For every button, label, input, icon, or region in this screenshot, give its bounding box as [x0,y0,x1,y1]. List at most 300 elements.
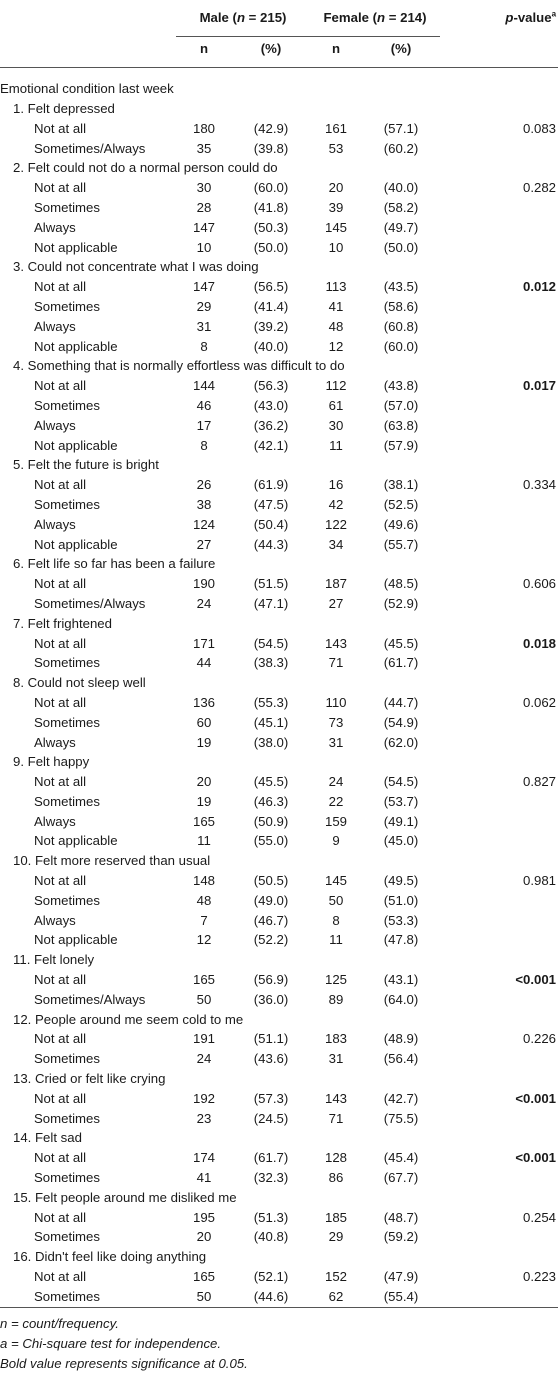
header-row-columns [0,37,558,68]
male-n: 20 [196,1229,212,1245]
male-n: 30 [196,180,212,196]
item-title: 9. Felt happy [13,754,90,770]
response-label: Not applicable [34,437,118,453]
female-n: 128 [324,1150,347,1166]
male-n: 60 [196,714,212,730]
female-pct: (55.4) [383,1288,419,1304]
male-n: 148 [192,873,215,889]
male-pct: (42.9) [253,120,289,136]
male-pct: (45.5) [253,774,289,790]
female-pct: (40.0) [383,180,419,196]
male-pct: (42.1) [253,437,289,453]
male-n: 28 [196,199,212,215]
male-n: 26 [196,477,212,493]
table-row [0,1089,558,1109]
p-value [440,535,558,555]
item-row [0,257,558,277]
p-value [440,1287,558,1307]
male-pct: (40.8) [253,1229,289,1245]
male-pct: (52.1) [253,1269,289,1285]
female-pct: (53.3) [383,912,419,928]
male-n: 192 [192,1090,215,1106]
header-male-pct: (%) [260,41,282,56]
table-row [0,693,558,713]
male-n: 180 [192,120,215,136]
female-n: 61 [328,397,344,413]
female-pct: (60.0) [383,338,419,354]
male-pct: (46.7) [253,912,289,928]
female-n: 71 [328,1110,344,1126]
table-row [0,1227,558,1247]
male-pct: (47.1) [253,595,289,611]
item-title: 7. Felt frightened [13,615,112,631]
male-n: 165 [192,1269,215,1285]
male-pct: (51.3) [253,1209,289,1225]
female-pct: (58.6) [383,298,419,314]
male-n: 38 [196,496,212,512]
header-blank [0,37,176,68]
female-pct: (57.0) [383,397,419,413]
item-row [0,1010,558,1030]
table-row [0,812,558,832]
p-value [440,495,558,515]
female-n: 42 [328,496,344,512]
header-male-group: Male (n = 215) [176,0,310,37]
male-n: 147 [192,279,215,295]
female-n: 185 [324,1209,347,1225]
table-row [0,396,558,416]
female-n: 31 [328,734,344,750]
female-pct: (58.2) [383,199,419,215]
male-pct: (38.3) [253,655,289,671]
female-pct: (51.0) [383,892,419,908]
response-label: Always [34,516,76,532]
item-row [0,851,558,871]
p-value [440,792,558,812]
footnotes [0,1307,558,1374]
female-pct: (54.9) [383,714,419,730]
male-n: 7 [200,912,208,928]
response-label: Not at all [34,180,87,196]
female-n: 122 [324,516,347,532]
male-n: 165 [192,813,215,829]
p-value [440,515,558,535]
male-pct: (50.9) [253,813,289,829]
female-n: 143 [324,1090,347,1106]
table-row [0,891,558,911]
table-row [0,1049,558,1069]
male-pct: (55.3) [253,694,289,710]
table-row [0,653,558,673]
female-n: 39 [328,199,344,215]
p-value [440,733,558,753]
table-row [0,198,558,218]
male-pct: (50.4) [253,516,289,532]
table-row [0,535,558,555]
table-row [0,1287,558,1307]
female-pct: (43.8) [383,378,419,394]
p-value: 0.018 [523,635,557,651]
female-pct: (54.5) [383,774,419,790]
p-value [440,317,558,337]
table-row [0,1267,558,1287]
p-value [440,653,558,673]
item-row [0,455,558,475]
male-n: 19 [196,793,212,809]
p-value [440,831,558,851]
male-pct: (36.2) [253,417,289,433]
response-label: Not at all [34,279,87,295]
p-value: 0.334 [523,477,557,493]
female-n: 112 [325,378,347,394]
response-label: Not at all [34,972,87,988]
female-pct: (45.5) [383,635,419,651]
female-pct: (48.5) [383,576,419,592]
male-n: 29 [196,298,212,314]
male-pct: (41.4) [253,298,289,314]
female-pct: (38.1) [383,477,419,493]
female-pct: (57.9) [383,437,419,453]
p-value [440,297,558,317]
response-label: Always [34,734,76,750]
male-n: 24 [196,595,212,611]
header-male-n: n [199,41,209,56]
item-title: 2. Felt could not do a normal person could do [13,160,278,176]
item-title: 16. Didn't feel like doing anything [13,1249,207,1265]
table-row [0,990,558,1010]
footnote-a: a = Chi-square test for independence. [0,1335,222,1351]
response-label: Not applicable [34,338,118,354]
male-pct: (50.0) [253,239,289,255]
p-value: 0.282 [523,180,557,196]
p-value: 0.017 [523,378,557,394]
table-row [0,337,558,357]
header-blank [0,0,176,37]
female-pct: (45.4) [383,1150,419,1166]
female-n: 152 [324,1269,347,1285]
table-row [0,1208,558,1228]
table-row [0,772,558,792]
female-n: 34 [328,536,344,552]
response-label: Always [34,219,76,235]
response-label: Not at all [34,1209,87,1225]
female-n: 145 [324,873,347,889]
female-n: 73 [328,714,344,730]
female-n: 143 [324,635,347,651]
female-pct: (49.1) [383,813,419,829]
male-pct: (40.0) [253,338,289,354]
male-n: 174 [192,1150,215,1166]
male-n: 136 [192,694,215,710]
table-row [0,713,558,733]
table-row [0,1168,558,1188]
male-n: 48 [196,892,212,908]
item-row [0,614,558,634]
female-n: 71 [328,655,344,671]
female-n: 50 [328,892,344,908]
table-row [0,218,558,238]
female-pct: (42.7) [383,1090,419,1106]
item-row [0,950,558,970]
female-n: 31 [328,1051,344,1067]
female-pct: (60.8) [383,318,419,334]
female-n: 113 [325,279,347,295]
female-pct: (44.7) [383,694,419,710]
p-value [440,198,558,218]
male-pct: (36.0) [253,991,289,1007]
female-pct: (48.9) [383,1031,419,1047]
male-n: 12 [196,932,212,948]
table-row [0,970,558,990]
footnote-n: n = count/frequency. [0,1315,119,1331]
response-label: Sometimes/Always [34,140,146,156]
table-row [0,119,558,139]
item-title: 15. Felt people around me disliked me [13,1189,237,1205]
item-title: 4. Something that is normally effortless was difficult to do [13,358,345,374]
male-pct: (51.5) [253,576,289,592]
item-title: 10. Felt more reserved than usual [13,853,211,869]
male-n: 124 [192,516,215,532]
section-title: Emotional condition last week [0,81,174,96]
female-n: 62 [328,1288,344,1304]
male-pct: (50.3) [253,219,289,235]
female-pct: (47.9) [383,1269,419,1285]
response-label: Sometimes [34,1170,100,1186]
female-n: 20 [328,180,344,196]
male-n: 147 [192,219,215,235]
male-n: 8 [200,338,208,354]
female-n: 48 [328,318,344,334]
female-pct: (55.7) [383,536,419,552]
header-female-group: Female (n = 214) [310,0,440,37]
p-value [440,812,558,832]
table-row [0,178,558,198]
table-row [0,297,558,317]
male-n: 19 [196,734,212,750]
p-value [440,396,558,416]
response-label: Not at all [34,378,87,394]
p-value: 0.223 [523,1269,557,1285]
section-row [0,68,558,100]
table-row [0,277,558,297]
male-pct: (49.0) [253,892,289,908]
response-label: Sometimes [34,1229,100,1245]
female-pct: (43.1) [383,972,419,988]
response-label: Always [34,318,76,334]
female-n: 161 [324,120,347,136]
male-pct: (56.5) [253,279,289,295]
male-pct: (44.6) [253,1288,289,1304]
female-n: 11 [329,932,343,948]
p-value: <0.001 [515,1150,557,1166]
male-pct: (50.5) [253,873,289,889]
p-value: <0.001 [515,1090,557,1106]
female-n: 53 [328,140,344,156]
p-value: 0.827 [523,774,557,790]
table-row [0,436,558,456]
female-pct: (52.9) [383,595,419,611]
table-row [0,594,558,614]
female-n: 41 [328,298,344,314]
male-pct: (56.9) [253,972,289,988]
male-pct: (52.2) [253,932,289,948]
female-n: 10 [328,239,344,255]
response-label: Not applicable [34,536,118,552]
male-n: 20 [196,774,212,790]
female-pct: (47.8) [383,932,419,948]
item-title: 1. Felt depressed [13,101,115,116]
item-row [0,356,558,376]
female-pct: (52.5) [383,496,419,512]
female-n: 125 [324,972,347,988]
female-n: 11 [329,437,343,453]
male-pct: (60.0) [253,180,289,196]
female-n: 8 [332,912,340,928]
table-row [0,1029,558,1049]
female-n: 110 [325,694,347,710]
p-value [440,891,558,911]
female-n: 27 [328,595,344,611]
female-pct: (67.7) [383,1170,419,1186]
header-row-groups [0,0,558,37]
item-title: 14. Felt sad [13,1130,82,1146]
female-pct: (59.2) [383,1229,419,1245]
male-n: 27 [196,536,212,552]
response-label: Sometimes [34,496,100,512]
item-row [0,158,558,178]
response-label: Sometimes [34,655,100,671]
header-female-pct: (%) [390,41,412,56]
table-row [0,1109,558,1129]
male-pct: (32.3) [253,1170,289,1186]
male-pct: (39.2) [253,318,289,334]
p-value: 0.083 [523,120,557,136]
male-n: 190 [192,576,215,592]
response-label: Sometimes [34,1110,100,1126]
female-n: 159 [324,813,347,829]
footnote-bold: Bold value represents significance at 0.05. [0,1355,248,1371]
p-value [440,930,558,950]
table-row [0,238,558,258]
male-pct: (45.1) [253,714,289,730]
response-label: Always [34,417,76,433]
item-row [0,1188,558,1208]
table-row [0,574,558,594]
female-pct: (56.4) [383,1051,419,1067]
table-row [0,376,558,396]
response-label: Always [34,912,76,928]
response-label: Not at all [34,576,87,592]
male-pct: (43.6) [253,1051,289,1067]
table-row [0,871,558,891]
female-pct: (57.1) [383,120,419,136]
female-pct: (64.0) [383,991,419,1007]
p-value [440,139,558,159]
male-pct: (55.0) [253,833,289,849]
p-value [440,990,558,1010]
male-pct: (56.3) [253,378,289,394]
male-n: 44 [196,655,212,671]
female-pct: (61.7) [383,655,419,671]
female-pct: (53.7) [383,793,419,809]
male-n: 41 [196,1170,212,1186]
item-title: 11. Felt lonely [13,952,95,968]
table-row [0,930,558,950]
table-row [0,317,558,337]
response-label: Not applicable [34,833,118,849]
response-label: Sometimes [34,793,100,809]
response-label: Not at all [34,477,87,493]
male-n: 191 [192,1031,215,1047]
table-row [0,416,558,436]
female-pct: (62.0) [383,734,419,750]
response-label: Sometimes [34,892,100,908]
table-row [0,139,558,159]
response-label: Sometimes [34,298,100,314]
female-n: 9 [332,833,340,849]
header-pvalue: p-value$^a$ [505,9,557,26]
table-row [0,475,558,495]
male-pct: (51.1) [253,1031,289,1047]
female-n: 12 [328,338,344,354]
table-body [0,68,558,1307]
male-pct: (24.5) [253,1110,289,1126]
item-row [0,1069,558,1089]
item-row [0,554,558,574]
female-n: 29 [328,1229,344,1245]
male-n: 8 [200,437,208,453]
p-value [440,337,558,357]
item-row [0,673,558,693]
p-value: 0.254 [523,1209,557,1225]
male-n: 17 [196,417,212,433]
male-pct: (61.9) [253,477,289,493]
item-title: 8. Could not sleep well [13,675,146,691]
p-value [440,218,558,238]
male-n: 46 [196,397,212,413]
male-n: 171 [192,635,215,651]
p-value [440,1049,558,1069]
female-pct: (49.6) [383,516,419,532]
p-value [440,238,558,258]
p-value: 0.981 [523,873,557,889]
male-n: 24 [196,1051,212,1067]
p-value [440,1109,558,1129]
p-value [440,436,558,456]
male-pct: (61.7) [253,1150,289,1166]
female-pct: (48.7) [383,1209,419,1225]
table-row [0,634,558,654]
female-pct: (45.0) [383,833,419,849]
p-value: <0.001 [515,972,557,988]
female-pct: (60.2) [383,140,419,156]
female-pct: (63.8) [383,417,419,433]
response-label: Not applicable [34,932,118,948]
male-pct: (57.3) [253,1090,289,1106]
response-label: Sometimes/Always [34,595,146,611]
table-row [0,911,558,931]
p-value [440,594,558,614]
item-row [0,1247,558,1267]
male-n: 31 [196,318,212,334]
response-label: Sometimes [34,1051,100,1067]
response-label: Sometimes [34,199,100,215]
response-label: Always [34,813,76,829]
response-label: Sometimes [34,1288,100,1304]
response-label: Sometimes/Always [34,991,146,1007]
response-label: Not at all [34,1090,87,1106]
table-row [0,733,558,753]
